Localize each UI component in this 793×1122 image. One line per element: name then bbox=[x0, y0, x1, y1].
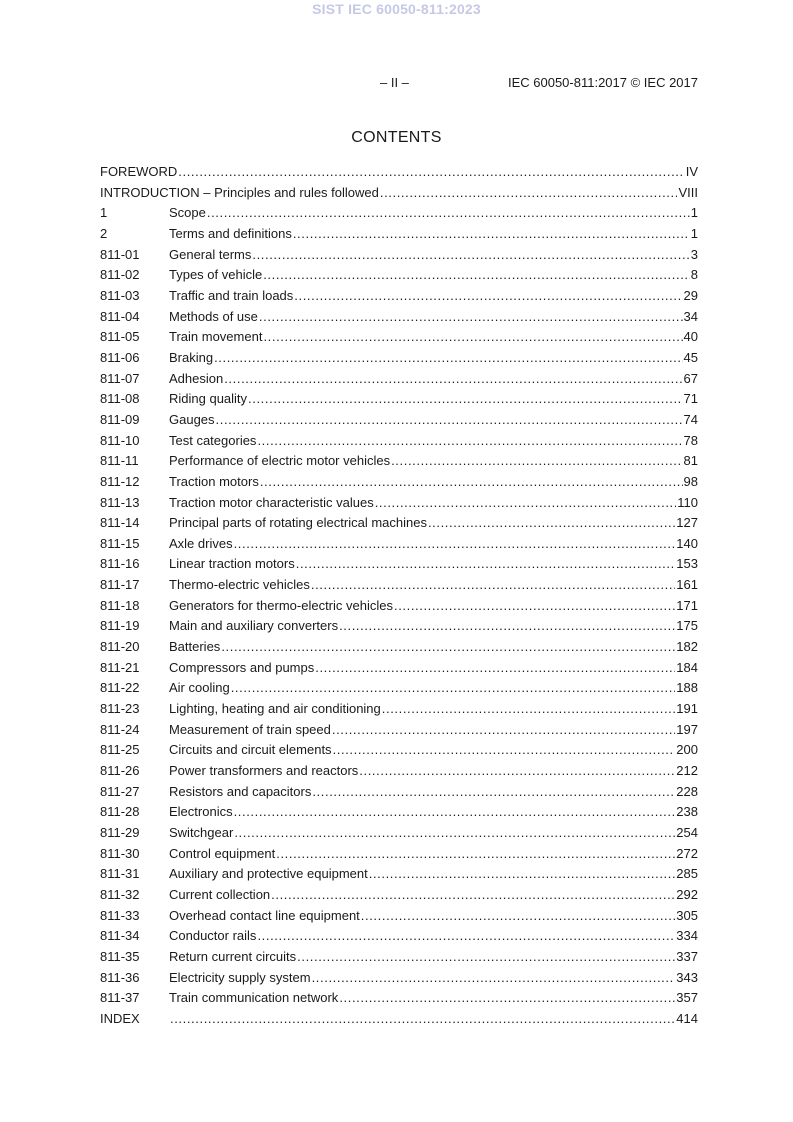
toc-entry-number: 811-33 bbox=[100, 907, 140, 923]
toc-entry-number: 811-06 bbox=[100, 349, 140, 365]
toc-entry-title: Lighting, heating and air conditioning bbox=[169, 701, 381, 717]
toc-entry-number: 811-16 bbox=[100, 556, 140, 572]
toc-entry-title: Return current circuits bbox=[169, 948, 297, 964]
toc-entry-title: Traction motors bbox=[169, 473, 259, 489]
toc-entry[interactable] bbox=[100, 389, 698, 410]
toc-entry-page: 182 bbox=[676, 639, 698, 655]
toc-leader-dots bbox=[312, 968, 676, 989]
contents-title: CONTENTS bbox=[351, 129, 442, 146]
toc-entry-number: 811-08 bbox=[100, 391, 140, 407]
toc-leader-dots bbox=[214, 348, 682, 369]
toc-leader-dots bbox=[375, 493, 677, 514]
toc-entry-number: 811-23 bbox=[100, 701, 140, 717]
toc-entry[interactable] bbox=[100, 1009, 698, 1030]
toc-entry[interactable] bbox=[100, 224, 698, 245]
toc-entry-page: 74 bbox=[683, 411, 698, 427]
toc-entry[interactable] bbox=[100, 369, 698, 390]
toc-leader-dots bbox=[234, 823, 675, 844]
watermark: SIST IEC 60050-811:2023 bbox=[312, 1, 481, 17]
toc-entry-page: 98 bbox=[683, 473, 698, 489]
toc-entry-title: Conductor rails bbox=[169, 928, 257, 944]
toc-leader-dots bbox=[263, 327, 682, 348]
toc-entry-page: VIII bbox=[678, 184, 698, 200]
toc-entry-page: 1 bbox=[690, 205, 698, 221]
toc-leader-dots bbox=[359, 761, 675, 782]
toc-entry-page: 34 bbox=[683, 308, 698, 324]
document-reference: IEC 60050-811:2017 © IEC 2017 bbox=[507, 75, 698, 90]
toc-entry[interactable] bbox=[100, 493, 698, 514]
toc-leader-dots bbox=[178, 162, 684, 183]
toc-entry-page: 40 bbox=[683, 329, 698, 345]
toc-entry-title: Braking bbox=[169, 349, 214, 365]
toc-entry-page: 175 bbox=[676, 618, 698, 634]
toc-entry[interactable] bbox=[100, 348, 698, 369]
toc-entry[interactable] bbox=[100, 410, 698, 431]
toc-leader-dots bbox=[361, 906, 676, 927]
toc-entry-title: Power transformers and reactors bbox=[169, 763, 359, 779]
toc-leader-dots bbox=[170, 1009, 675, 1030]
toc-leader-dots bbox=[257, 431, 682, 452]
toc-entry-title: Traction motor characteristic values bbox=[169, 494, 374, 510]
toc-entry-number: 811-18 bbox=[100, 597, 140, 613]
toc-entry-page: 153 bbox=[676, 556, 698, 572]
toc-entry-page: 238 bbox=[676, 804, 698, 820]
toc-entry-number: 811-02 bbox=[100, 267, 140, 283]
toc-entry[interactable] bbox=[100, 844, 698, 865]
toc-leader-dots bbox=[312, 782, 675, 803]
toc-leader-dots bbox=[207, 203, 690, 224]
toc-leader-dots bbox=[216, 410, 683, 431]
toc-entry-title: Control equipment bbox=[169, 845, 276, 861]
toc-leader-dots bbox=[276, 844, 675, 865]
toc-entry-title: Generators for thermo-electric vehicles bbox=[169, 597, 393, 613]
toc-entry-page: 228 bbox=[676, 783, 698, 799]
toc-leader-dots bbox=[380, 183, 678, 204]
toc-entry-number: 811-21 bbox=[100, 659, 140, 675]
toc-entry-title: Compressors and pumps bbox=[169, 659, 315, 675]
toc-entry[interactable] bbox=[100, 699, 698, 720]
toc-entry[interactable] bbox=[100, 782, 698, 803]
toc-entry-number: 811-32 bbox=[100, 886, 140, 902]
toc-leader-dots bbox=[332, 720, 675, 741]
toc-entry[interactable] bbox=[100, 327, 698, 348]
toc-leader-dots bbox=[263, 265, 690, 286]
toc-entry-page: 200 bbox=[676, 742, 698, 758]
toc-entry-title: Gauges bbox=[169, 411, 215, 427]
toc-entry-page: 334 bbox=[676, 928, 698, 944]
toc-entry-title: Electricity supply system bbox=[169, 969, 311, 985]
toc-entry-page: 305 bbox=[676, 907, 698, 923]
toc-leader-dots bbox=[333, 740, 676, 761]
toc-entry[interactable] bbox=[100, 513, 698, 534]
toc-entry-title: Test categories bbox=[169, 432, 257, 448]
toc-entry[interactable] bbox=[100, 203, 698, 224]
toc-entry-number: 811-35 bbox=[100, 948, 140, 964]
toc-entry[interactable] bbox=[100, 162, 698, 183]
toc-entry-number: 811-20 bbox=[100, 639, 140, 655]
toc-entry[interactable] bbox=[100, 802, 698, 823]
toc-entry-page: 67 bbox=[683, 370, 698, 386]
toc-entry-number: 811-29 bbox=[100, 825, 140, 840]
toc-entry-number: INDEX bbox=[100, 1010, 140, 1026]
toc-entry-title: Switchgear bbox=[169, 825, 234, 840]
toc-entry-page: 8 bbox=[690, 267, 698, 283]
toc-entry-number: 811-31 bbox=[100, 866, 140, 882]
toc-leader-dots bbox=[294, 286, 682, 307]
toc-entry-page: 29 bbox=[683, 287, 698, 303]
toc-leader-dots bbox=[252, 245, 689, 266]
toc-leader-dots bbox=[248, 389, 682, 410]
toc-entry-number: 811-24 bbox=[100, 721, 140, 737]
toc-leader-dots bbox=[428, 513, 675, 534]
toc-entry-title: Main and auxiliary converters bbox=[169, 618, 339, 634]
toc-entry-title: Electronics bbox=[169, 804, 233, 820]
toc-entry-page: 161 bbox=[676, 577, 698, 593]
toc-entry-title: Methods of use bbox=[169, 308, 258, 324]
toc-entry[interactable] bbox=[100, 286, 698, 307]
toc-leader-dots bbox=[224, 369, 682, 390]
toc-entry-number: 811-28 bbox=[100, 804, 140, 820]
toc-entry-page: 357 bbox=[676, 990, 698, 1006]
toc-entry-page: 343 bbox=[676, 969, 698, 985]
toc-entry-page: 140 bbox=[676, 535, 698, 551]
toc-entry-number: 811-27 bbox=[100, 783, 140, 799]
toc-entry-number: 811-01 bbox=[100, 246, 140, 262]
page-header bbox=[100, 75, 698, 93]
toc-entry-page: 188 bbox=[676, 680, 698, 696]
toc-entry[interactable] bbox=[100, 245, 698, 266]
toc-entry-page: 292 bbox=[676, 886, 698, 902]
toc-entry-page: 171 bbox=[676, 597, 698, 613]
toc-entry-page: 254 bbox=[676, 825, 698, 840]
toc-entry-page: 414 bbox=[676, 1010, 698, 1026]
toc-entry[interactable] bbox=[100, 554, 698, 575]
table-of-contents bbox=[100, 162, 698, 1030]
toc-entry[interactable] bbox=[100, 740, 698, 761]
toc-entry-title: Air cooling bbox=[169, 680, 230, 696]
toc-entry-title: General terms bbox=[169, 246, 252, 262]
toc-entry-title: Measurement of train speed bbox=[169, 721, 331, 737]
toc-entry[interactable] bbox=[100, 947, 698, 968]
toc-entry-number: 811-37 bbox=[100, 990, 140, 1006]
toc-entry-title: Linear traction motors bbox=[169, 556, 295, 572]
toc-entry[interactable] bbox=[100, 637, 698, 658]
toc-entry[interactable] bbox=[100, 183, 698, 204]
toc-leader-dots bbox=[271, 885, 675, 906]
toc-entry-page: 127 bbox=[676, 515, 698, 531]
toc-entry-page: 45 bbox=[683, 349, 698, 365]
toc-entry-title: Thermo-electric vehicles bbox=[169, 577, 310, 593]
toc-leader-dots bbox=[234, 802, 676, 823]
toc-entry-title: Types of vehicle bbox=[169, 267, 263, 283]
toc-entry-title: Train communication network bbox=[169, 990, 339, 1006]
toc-entry-title: Axle drives bbox=[169, 535, 233, 551]
toc-entry-number: 811-03 bbox=[100, 287, 140, 303]
toc-entry-number: 811-12 bbox=[100, 473, 140, 489]
toc-entry-title: Principal parts of rotating electrical machines bbox=[169, 515, 427, 531]
toc-leader-dots bbox=[394, 596, 675, 617]
toc-entry-page: 81 bbox=[683, 453, 698, 469]
toc-entry-number: 811-04 bbox=[100, 308, 140, 324]
toc-entry-title: Train movement bbox=[169, 329, 263, 345]
toc-leader-dots bbox=[257, 926, 675, 947]
toc-entry[interactable] bbox=[100, 823, 698, 844]
toc-entry-number: 811-36 bbox=[100, 969, 140, 985]
toc-entry-page: 285 bbox=[676, 866, 698, 882]
toc-entry-title: Terms and definitions bbox=[169, 225, 292, 241]
toc-entry-number: 811-30 bbox=[100, 845, 140, 861]
toc-entry-page: 110 bbox=[677, 494, 698, 510]
toc-leader-dots bbox=[296, 554, 676, 575]
toc-entry-title: Resistors and capacitors bbox=[169, 783, 312, 799]
toc-entry-page: IV bbox=[685, 164, 698, 179]
toc-entry-number: 811-11 bbox=[100, 453, 139, 469]
toc-entry-number: 811-09 bbox=[100, 411, 140, 427]
toc-entry[interactable] bbox=[100, 968, 698, 989]
toc-entry-title: Current collection bbox=[169, 886, 271, 902]
toc-leader-dots bbox=[260, 472, 683, 493]
toc-leader-dots bbox=[339, 616, 675, 637]
toc-entry-title: Performance of electric motor vehicles bbox=[169, 453, 391, 469]
toc-leader-dots bbox=[231, 678, 676, 699]
toc-entry[interactable] bbox=[100, 575, 698, 596]
toc-entry-number: 811-10 bbox=[100, 432, 140, 448]
toc-entry[interactable] bbox=[100, 472, 698, 493]
toc-entry-title: Scope bbox=[169, 205, 206, 221]
toc-entry[interactable] bbox=[100, 906, 698, 927]
toc-entry[interactable] bbox=[100, 534, 698, 555]
toc-entry-number: 811-34 bbox=[100, 928, 140, 944]
toc-entry-number: 811-14 bbox=[100, 515, 140, 531]
toc-entry-page: 1 bbox=[690, 225, 698, 241]
toc-entry-number: 2 bbox=[100, 225, 108, 241]
toc-entry-title: Traffic and train loads bbox=[169, 287, 294, 303]
toc-entry-title: Circuits and circuit elements bbox=[169, 742, 332, 758]
toc-entry-title: Batteries bbox=[169, 639, 221, 655]
toc-leader-dots bbox=[297, 947, 675, 968]
toc-entry-title: FOREWORD bbox=[100, 164, 178, 179]
toc-entry-page: 3 bbox=[690, 246, 698, 262]
toc-leader-dots bbox=[339, 988, 675, 1009]
toc-entry-page: 184 bbox=[676, 659, 698, 675]
toc-entry[interactable] bbox=[100, 761, 698, 782]
toc-entry[interactable] bbox=[100, 864, 698, 885]
toc-entry-title: Auxiliary and protective equipment bbox=[169, 866, 368, 882]
toc-entry-number: 811-13 bbox=[100, 494, 140, 510]
toc-entry-page: 272 bbox=[676, 845, 698, 861]
toc-entry-page: 197 bbox=[676, 721, 698, 737]
toc-leader-dots bbox=[234, 534, 676, 555]
toc-entry-number: 811-26 bbox=[100, 763, 140, 779]
toc-entry[interactable] bbox=[100, 885, 698, 906]
toc-entry[interactable] bbox=[100, 451, 698, 472]
toc-leader-dots bbox=[369, 864, 676, 885]
toc-entry[interactable] bbox=[100, 265, 698, 286]
toc-entry-number: 811-07 bbox=[100, 370, 140, 386]
toc-entry-page: 71 bbox=[683, 391, 698, 407]
toc-entry[interactable] bbox=[100, 720, 698, 741]
toc-entry-page: 212 bbox=[676, 763, 698, 779]
toc-entry[interactable] bbox=[100, 678, 698, 699]
toc-entry[interactable] bbox=[100, 658, 698, 679]
toc-entry-page: 337 bbox=[676, 948, 698, 964]
toc-leader-dots bbox=[259, 307, 683, 328]
toc-entry-title: INTRODUCTION – Principles and rules followed bbox=[100, 184, 379, 200]
toc-entry-page: 78 bbox=[683, 432, 698, 448]
toc-entry[interactable] bbox=[100, 431, 698, 452]
toc-leader-dots bbox=[311, 575, 675, 596]
toc-entry-title: Riding quality bbox=[169, 391, 248, 407]
toc-leader-dots bbox=[382, 699, 676, 720]
toc-entry-title: Overhead contact line equipment bbox=[169, 907, 360, 923]
toc-entry[interactable] bbox=[100, 307, 698, 328]
toc-entry-number: 811-22 bbox=[100, 680, 140, 696]
toc-entry-number: 811-19 bbox=[100, 618, 140, 634]
toc-entry-number: 811-25 bbox=[100, 742, 140, 758]
toc-entry-number: 1 bbox=[100, 205, 108, 221]
toc-entry-number: 811-15 bbox=[100, 535, 140, 551]
page-number: – II – bbox=[380, 75, 409, 90]
toc-entry[interactable] bbox=[100, 926, 698, 947]
toc-entry-number: 811-05 bbox=[100, 329, 140, 345]
toc-leader-dots bbox=[315, 658, 675, 679]
toc-entry[interactable] bbox=[100, 616, 698, 637]
toc-entry-page: 191 bbox=[676, 701, 698, 717]
toc-entry[interactable] bbox=[100, 596, 698, 617]
toc-leader-dots bbox=[293, 224, 690, 245]
toc-entry[interactable] bbox=[100, 988, 698, 1009]
toc-leader-dots bbox=[391, 451, 682, 472]
toc-entry-number: 811-17 bbox=[100, 577, 140, 593]
toc-leader-dots bbox=[221, 637, 675, 658]
toc-entry-title: Adhesion bbox=[169, 370, 224, 386]
